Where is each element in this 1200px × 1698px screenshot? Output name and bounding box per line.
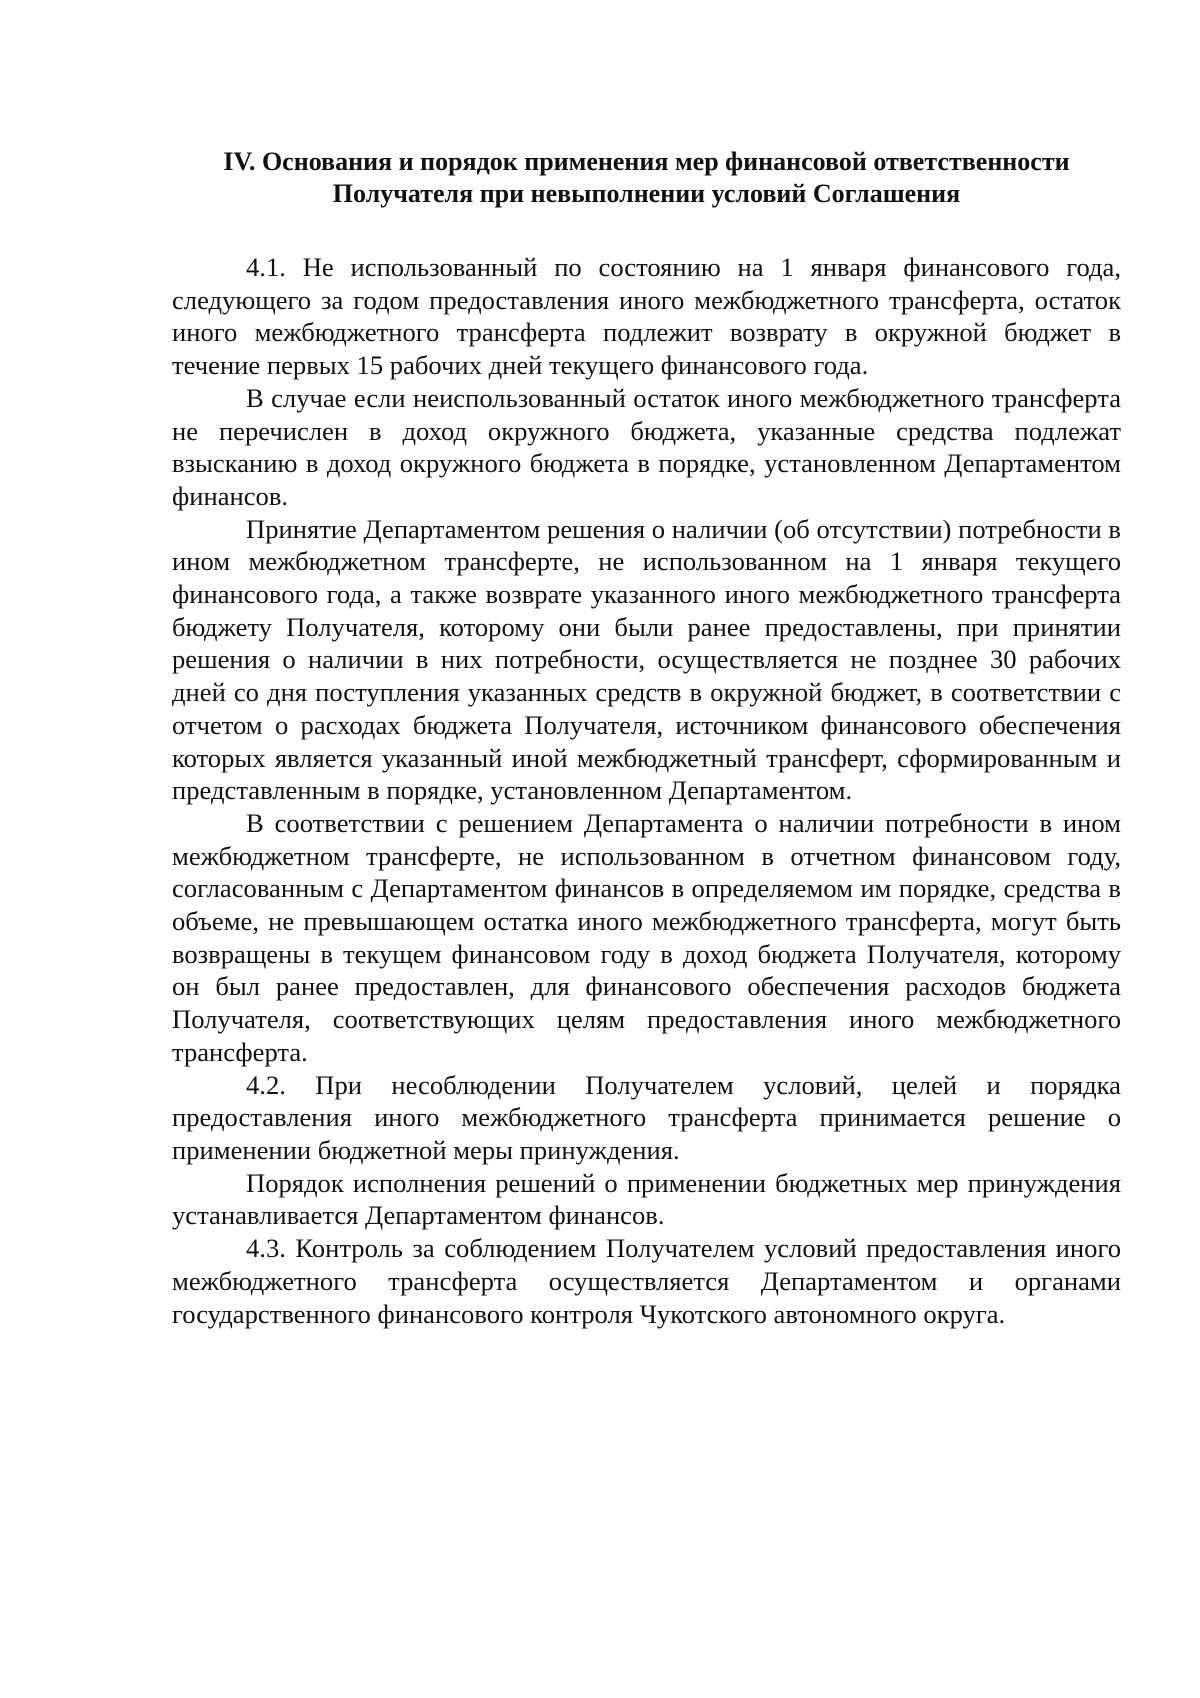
paragraph-4-2: 4.2. При несоблюдении Получателем условий, целей и порядка предоставления иного межбюджетного трансферта принимается решение о применении бюджетной меры принуждения.: [172, 1069, 1121, 1165]
section-title-line-2: Получателя при невыполнении условий Соглашения: [332, 179, 961, 208]
document-body: [172, 146, 1121, 1330]
paragraph-enforcement-order: Порядок исполнения решений о применении бюджетных мер принуждения устанавливается Департаментом финансов.: [172, 1167, 1121, 1231]
paragraph-4-1: 4.1. Не использованный по состоянию на 1 января финансового года, следующего за годом предоставления иного межбюджетного трансферта, остаток иного межбюджетного трансферта подлежит возврату в окружной бюджет в течение первых 15 рабочих дней текущего финансового года.: [172, 252, 1121, 381]
paragraph-funds-return: В соответствии с решением Департамента о наличии потребности в ином межбюджетном трансферте, не использованном в отчетном финансовом году, согласованным с Департаментом финансов в определяемом им порядке, средства в объеме, не превышающем остатка иного межбюджетного трансферта, могут быть возвращены в текущем финансовом году в доход бюджета Получателя, которому он был ранее предоставлен, для финансового обеспечения расходов бюджета Получателя, соответствующих целям предоставления иного межбюджетного трансферта.: [172, 807, 1121, 1067]
paragraph-4-3: 4.3. Контроль за соблюдением Получателем условий предоставления иного межбюджетного трансферта осуществляется Департаментом и органами государственного финансового контроля Чукотского автономного округа.: [172, 1233, 1121, 1329]
paragraph-need-decision: Принятие Департаментом решения о наличии (об отсутствии) потребности в ином межбюджетном трансферте, не использованном на 1 января текущего финансового года, а также возврате указанного иного межбюджетного трансферта бюджету Получателя, которому они были ранее предоставлены, при принятии решения о наличии в них потребности, осуществляется не позднее 30 рабочих дней со дня поступления указанных средств в окружной бюджет, в соответствии с отчетом о расходах бюджета Получателя, источником финансового обеспечения которых является указанный иной межбюджетный трансферт, сформированным и представленным в порядке, установленном Департаментом.: [172, 513, 1121, 806]
section-title: [172, 146, 1121, 210]
section-title-line-1: IV. Основания и порядок применения мер финансовой ответственности: [223, 147, 1070, 176]
paragraph-unused-balance-recovery: В случае если неиспользованный остаток иного межбюджетного трансферта не перечислен в доход окружного бюджета, указанные средства подлежат взысканию в доход окружного бюджета в порядке, установленном Департаментом финансов.: [172, 382, 1121, 511]
